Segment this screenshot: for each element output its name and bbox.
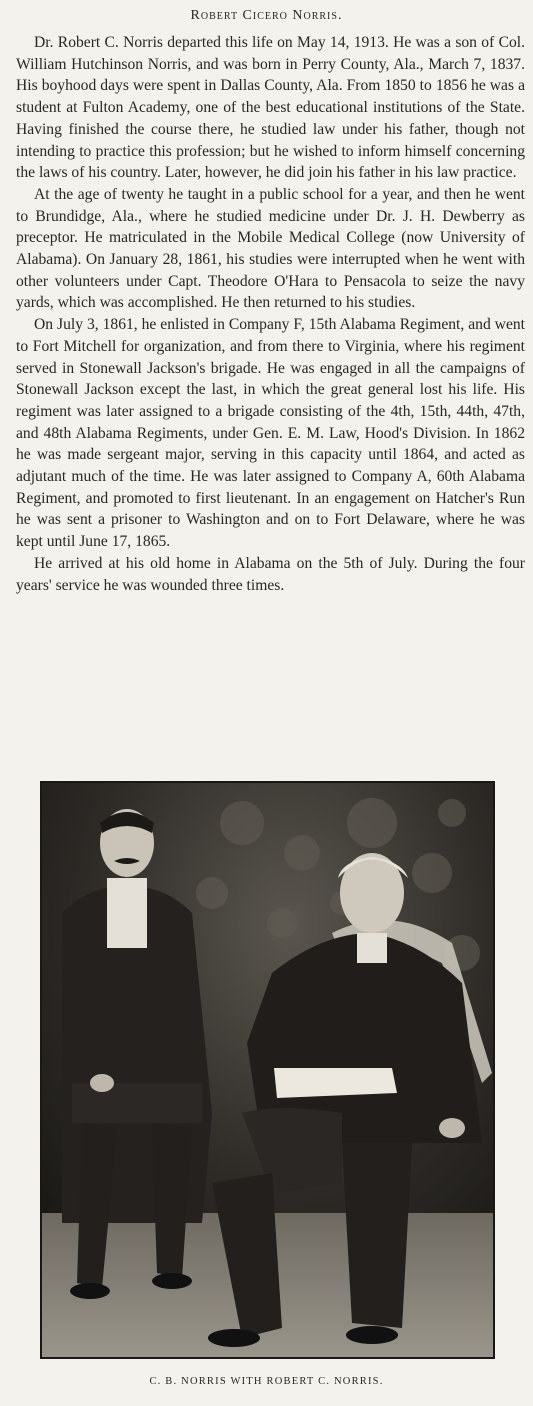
paragraph-3: On July 3, 1861, he enlisted in Company F, 15th Alabama Regiment, and went to Fort Mitchell for organization, and from there to Virginia, where his regiment served in Stonewall Jackson's brigade. He was engaged in all the campaigns of Stonewall Jackson except the last, in which the great general lost his life. His regiment was later assigned to a brigade consisting of the 4th, 15th, 44th, 47th, and 48th Alabama Regiments, under Gen. E. M. Law, Hood's Division. In 1862 he was made sergeant major, serving in this capacity until 1864, and acted as adjutant much of the time. He was later assigned to Company A, 60th Alabama Regiment, and promoted to first lieutenant. In an engagement on Hatcher's Run he was sent a prisoner to Washington and on to Fort Delaware, where he was kept until June 17, 1865. bbox=[16, 316, 525, 551]
portrait-photograph bbox=[40, 781, 495, 1359]
page-title: Robert Cicero Norris. bbox=[190, 8, 343, 23]
paragraph-4: He arrived at his old home in Alabama on the 5th of July. During the four years' service he was wounded three times. bbox=[16, 554, 525, 594]
paragraph-2: At the age of twenty he taught in a public school for a year, and then he went to Brundidge, Ala., where he studied medicine under Dr. J. H. Dewberry as preceptor. He matriculated in the Mobile Medical College (now University of Alabama). On January 28, 1861, his studies were interrupted when he went with other volunteers under Capt. Theodore O'Hara to Pensacola to seize the navy yards, which was accomplished. He then returned to his studies. bbox=[16, 185, 525, 312]
article-body bbox=[16, 32, 525, 596]
photograph-image bbox=[42, 783, 493, 1357]
paragraph-1: Dr. Robert C. Norris departed this life on May 14, 1913. He was a son of Col. William Hutchinson Norris, and was born in Perry County, Ala., March 7, 1837. His boyhood days were spent in Dallas County, Ala. From 1850 to 1856 he was a student at Fulton Academy, one of the best educational institutions of the State. Having finished the course there, he studied law under his father, though not intending to practice this profession; but he wished to inform himself concerning the laws of his country. Later, however, he did join his father in his law practice. bbox=[16, 34, 525, 182]
photo-caption: C. B. NORRIS WITH ROBERT C. NORRIS. bbox=[149, 1376, 384, 1387]
